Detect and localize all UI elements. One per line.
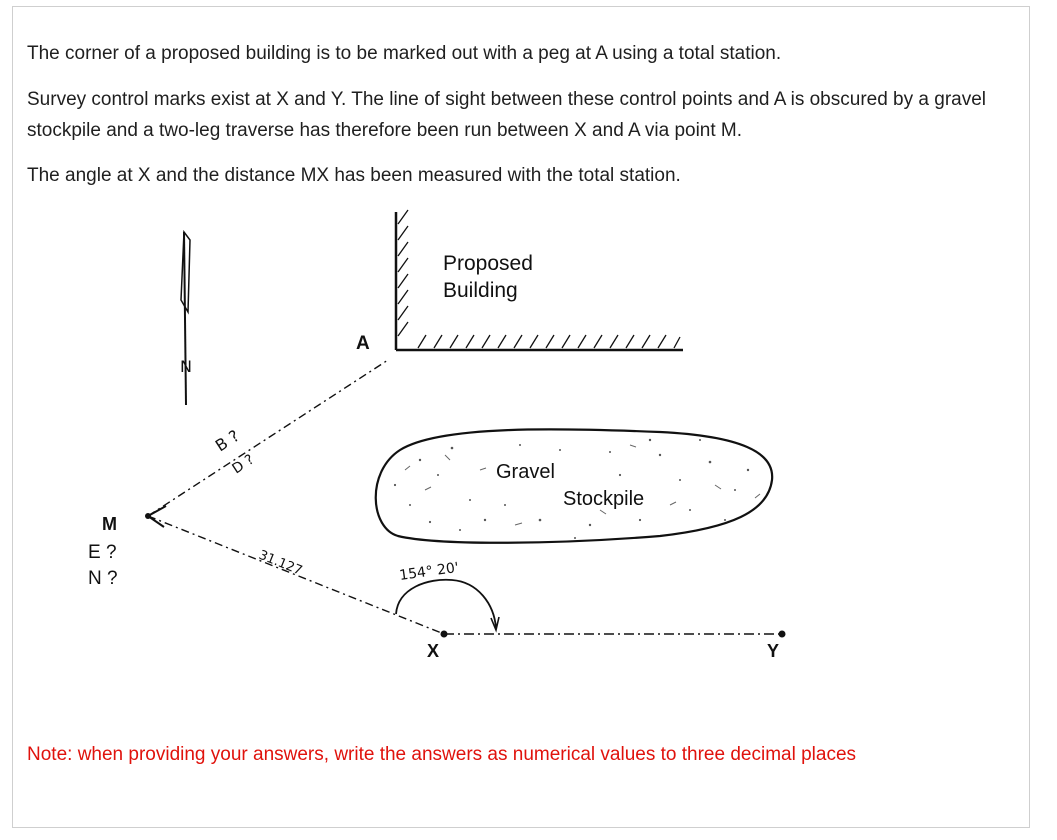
answer-format-note: Note: when providing your answers, write the answers as numerical values to three decimal places [27,744,857,765]
point-m-marker [145,506,166,527]
m-northing-label: N ? [88,568,118,589]
gravel-stockpile [376,429,772,542]
bearing-ma-label: B ? [211,426,243,456]
point-x-marker [441,631,448,638]
question-paragraph-2: Survey control marks exist at X and Y. The line of sight between these control points and A is obscured by a gravel stockpile and a two-leg traverse has therefore been run between X and A via point M. [27,89,986,141]
north-label: N [180,357,192,376]
stockpile-label-line2: Stockpile [563,488,645,510]
building-label-line1: Proposed [443,252,533,275]
question-paragraph-1: The corner of a proposed building is to be marked out with a peg at A using a total station. [27,43,782,64]
distance-mx-label: 31.127 [256,547,305,579]
building-label-line2: Building [443,279,518,302]
question-paragraph-3: The angle at X and the distance MX has been measured with the total station. [27,165,681,186]
proposed-building [396,210,683,350]
point-x-label: X [427,641,440,661]
distance-ma-label: D ? [229,451,258,478]
angle-x-label: 154° 20' [398,559,460,584]
point-y-label: Y [767,641,780,661]
point-y-marker [779,631,786,638]
m-easting-label: E ? [88,542,117,563]
point-a-label: A [356,333,370,354]
stockpile-label-line1: Gravel [496,461,555,483]
angle-arc-x [396,580,499,630]
north-arrow [180,232,192,405]
traverse-leg-ma [148,360,388,516]
point-m-label: M [102,514,117,534]
